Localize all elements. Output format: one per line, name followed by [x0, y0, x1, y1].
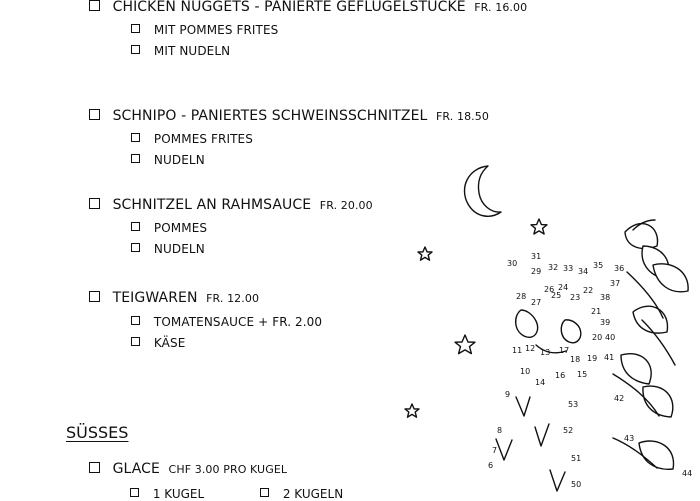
dot-number: 14	[535, 378, 546, 387]
checkbox-kaese[interactable]	[131, 337, 140, 346]
dot-number: 26	[544, 285, 555, 294]
dot-number: 34	[578, 267, 589, 276]
option-label: NUDELN	[153, 242, 205, 256]
dot-number: 24	[558, 283, 569, 292]
star-icon	[405, 404, 419, 417]
checkbox-mit-nudeln[interactable]	[131, 45, 140, 54]
item-price: FR. 16.00	[474, 1, 528, 14]
option-mit-pommes-frites	[131, 24, 278, 36]
item-name: GLACE	[112, 461, 160, 477]
dot-number: 42	[614, 394, 625, 403]
dot-number: 12	[525, 344, 536, 353]
checkbox-glace[interactable]	[89, 462, 100, 473]
dot-number: 40	[605, 333, 616, 342]
checkbox-pommes[interactable]	[131, 222, 140, 231]
option-nudeln-schnitzel	[131, 243, 205, 255]
dot-number: 31	[531, 252, 542, 261]
dot-number: 39	[600, 318, 611, 327]
menu-item-teigwaren	[89, 291, 259, 305]
dot-number: 25	[551, 291, 562, 300]
option-2-kugeln	[260, 487, 343, 501]
checkbox-mit-pommes-frites[interactable]	[131, 24, 140, 33]
dot-number: 6	[488, 461, 494, 470]
glace-options	[130, 487, 343, 501]
menu-item-chicken-nuggets	[89, 0, 527, 14]
dot-number: 22	[583, 286, 594, 295]
dot-number: 19	[587, 354, 598, 363]
option-label: POMMES FRITES	[153, 132, 253, 146]
option-label: 1 KUGEL	[152, 487, 205, 501]
item-price: CHF 3.00 PRO KUGEL	[168, 463, 288, 476]
star-icon	[418, 247, 432, 260]
checkbox-chicken-nuggets[interactable]	[89, 0, 100, 11]
dot-number: 17	[559, 346, 570, 355]
option-tomatensauce	[131, 316, 322, 328]
leaf-icon	[653, 264, 688, 292]
item-price: FR. 18.50	[436, 110, 489, 123]
dot-number: 36	[614, 264, 625, 273]
option-pommes	[131, 222, 207, 234]
checkbox-1-kugel[interactable]	[130, 488, 139, 497]
dot-number: 53	[568, 400, 579, 409]
dot-number: 51	[571, 454, 582, 463]
dot-number: 30	[507, 259, 518, 268]
dot-number: 8	[497, 426, 503, 435]
dot-number: 28	[516, 292, 527, 301]
crescent-moon-icon	[465, 166, 501, 216]
item-name: CHICKEN NUGGETS - PANIERTE GEFLÜGELSTÜCKE	[112, 0, 466, 15]
dot-number: 37	[610, 279, 621, 288]
option-label: 2 KUGELN	[282, 487, 344, 501]
leaf-icon	[639, 441, 674, 469]
menu-item-schnipo	[89, 109, 489, 123]
item-price: FR. 12.00	[206, 292, 260, 305]
option-label: POMMES	[153, 221, 208, 235]
menu-item-schnitzel-rahmsauce	[89, 198, 373, 212]
leaf-icon	[625, 224, 658, 249]
star-icon	[455, 335, 475, 354]
dot-to-dot-illustration	[395, 150, 700, 500]
dot-number: 11	[512, 346, 523, 355]
checkbox-2-kugeln[interactable]	[260, 488, 269, 497]
option-label: NUDELN	[153, 153, 205, 167]
option-nudeln-schnipo	[131, 154, 205, 166]
dot-number: 10	[520, 367, 531, 376]
dot-number: 50	[571, 480, 582, 489]
menu-item-glace	[89, 462, 287, 476]
checkbox-tomatensauce[interactable]	[131, 316, 140, 325]
dot-number: 16	[555, 371, 566, 380]
dot-number: 18	[570, 355, 581, 364]
option-label: TOMATENSAUCE + FR. 2.00	[153, 315, 323, 329]
dot-number: 20	[592, 333, 603, 342]
dot-number: 29	[531, 267, 542, 276]
option-1-kugel	[130, 487, 204, 501]
dot-number: 7	[492, 446, 498, 455]
checkbox-schnitzel-rahmsauce[interactable]	[89, 198, 100, 209]
star-icon	[531, 219, 547, 234]
dot-number: 13	[540, 348, 551, 357]
dot-number: 43	[624, 434, 635, 443]
dot-number: 32	[548, 263, 559, 272]
item-name: SCHNITZEL AN RAHMSAUCE	[112, 197, 312, 213]
checkbox-teigwaren[interactable]	[89, 291, 100, 302]
dot-number: 23	[570, 293, 581, 302]
illustration-canvas	[395, 150, 700, 500]
item-name: SCHNIPO - PANIERTES SCHWEINSSCHNITZEL	[112, 108, 428, 124]
dot-number: 38	[600, 293, 611, 302]
option-mit-nudeln	[131, 45, 230, 57]
option-label: MIT NUDELN	[153, 44, 231, 58]
dot-number: 9	[505, 390, 511, 399]
option-label: MIT POMMES FRITES	[153, 23, 279, 37]
section-title-suesses: SÜSSES	[66, 423, 129, 442]
option-label: KÄSE	[153, 336, 186, 350]
dot-number: 15	[577, 370, 588, 379]
checkbox-nudeln-schnipo[interactable]	[131, 154, 140, 163]
checkbox-schnipo[interactable]	[89, 109, 100, 120]
leaf-icon	[621, 354, 651, 384]
option-pommes-frites	[131, 133, 253, 145]
dot-number: 35	[593, 261, 604, 270]
item-price: FR. 20.00	[319, 199, 373, 212]
dot-number: 52	[563, 426, 574, 435]
dot-number: 21	[591, 307, 602, 316]
dot-number: 41	[604, 353, 615, 362]
dot-number: 44	[682, 469, 693, 478]
dot-number: 27	[531, 298, 542, 307]
checkbox-pommes-frites[interactable]	[131, 133, 140, 142]
item-name: TEIGWAREN	[112, 290, 198, 306]
dot-number: 33	[563, 264, 574, 273]
option-kaese	[131, 337, 185, 349]
checkbox-nudeln-schnitzel[interactable]	[131, 243, 140, 252]
